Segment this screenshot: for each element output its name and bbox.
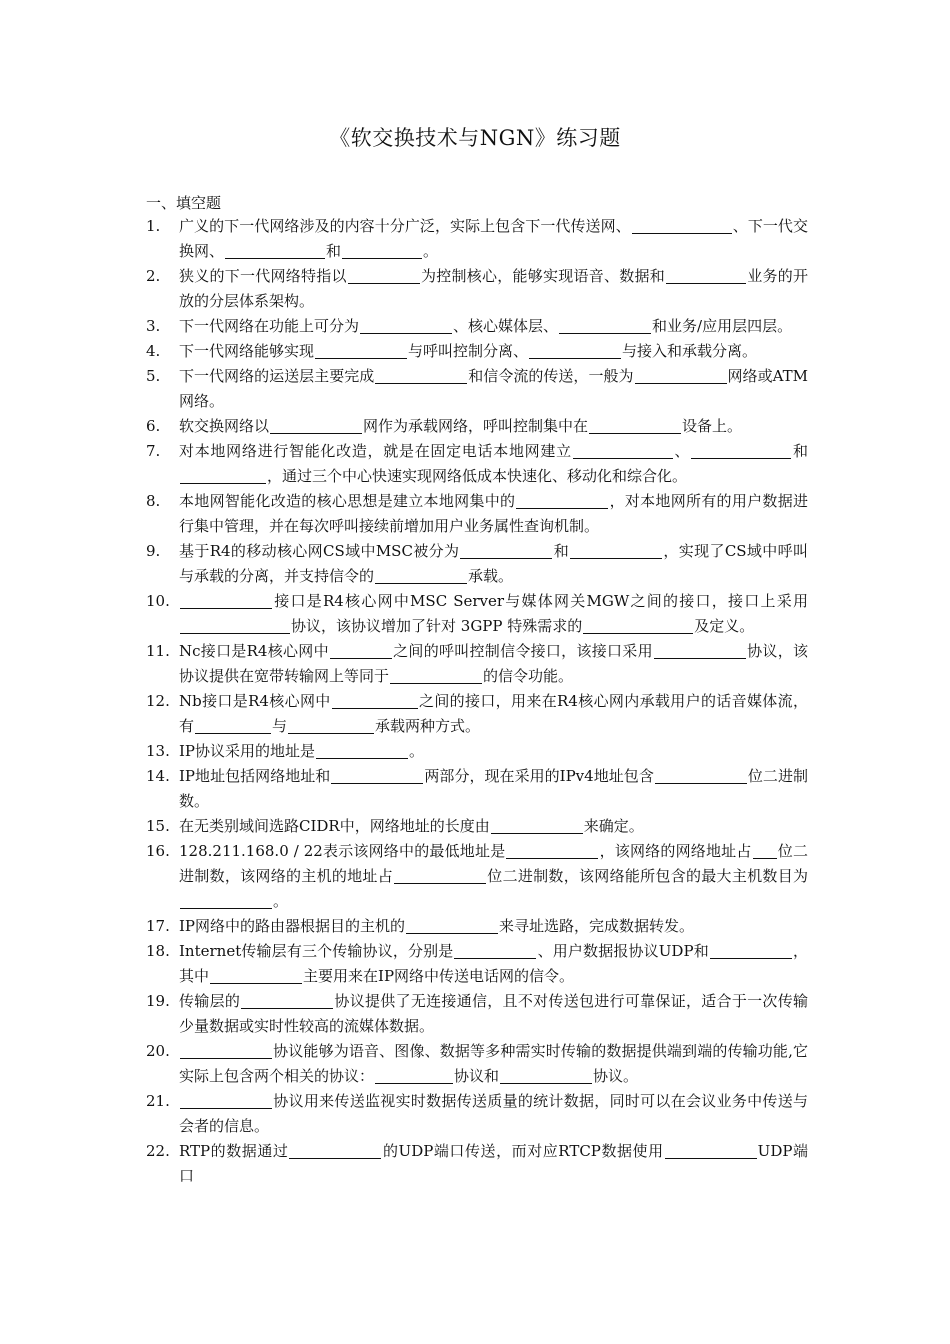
question-number: 2.: [146, 267, 161, 285]
answer-blank[interactable]: [375, 1066, 453, 1084]
question-item: [146, 914, 808, 939]
answer-blank[interactable]: [666, 266, 746, 284]
answer-blank[interactable]: [635, 366, 727, 384]
question-text: 位二进制数。: [179, 767, 808, 810]
question-text: 的信令功能。: [483, 667, 574, 685]
question-number: 18.: [146, 942, 170, 960]
question-text: ，对本地网所有的用户数据进行集中管理，并在每次呼叫接续前增加用户业务属性查询机制。: [179, 492, 808, 535]
question-number: 7.: [146, 442, 161, 460]
question-text: 位二进制数，该网络能所包含的最大主机数目为: [487, 867, 808, 885]
question-text: 承载两种方式。: [375, 717, 481, 735]
question-number: 14.: [146, 767, 170, 785]
question-item: [146, 539, 808, 589]
question-number: 3.: [146, 317, 161, 335]
answer-blank[interactable]: [394, 866, 486, 884]
question-number: 19.: [146, 992, 170, 1010]
answer-blank[interactable]: [270, 416, 362, 434]
question-text: 和: [326, 242, 342, 260]
answer-blank[interactable]: [516, 491, 608, 509]
answer-blank[interactable]: [180, 616, 290, 634]
question-text: 位二进制数，该网络的主机的地址占: [179, 842, 808, 885]
answer-blank[interactable]: [289, 1141, 381, 1159]
answer-blank[interactable]: [315, 341, 407, 359]
question-text: 和信令流的传送，一般为: [468, 367, 634, 385]
question-text: Nb接口是R4核心网中: [179, 692, 331, 710]
answer-blank[interactable]: [632, 216, 732, 234]
question-text: Nc接口是R4核心网中: [179, 642, 329, 660]
question-text: 业务的开放的分层体系架构。: [179, 267, 808, 310]
answer-blank[interactable]: [500, 1066, 592, 1084]
question-text: 狭义的下一代网络特指以: [179, 267, 347, 285]
answer-blank[interactable]: [559, 316, 651, 334]
question-text: 两部分，现在采用的IPv4地址包含: [424, 767, 654, 785]
question-text: 及定义。: [694, 617, 755, 635]
answer-blank[interactable]: [570, 541, 662, 559]
question-text: 基于R4的移动核心网CS域中MSC被分为: [179, 542, 460, 560]
answer-blank[interactable]: [710, 941, 792, 959]
answer-blank[interactable]: [654, 641, 746, 659]
question-text: 。: [273, 892, 289, 910]
answer-blank[interactable]: [583, 616, 693, 634]
answer-blank[interactable]: [332, 691, 418, 709]
question-text: 与: [272, 717, 288, 735]
question-text: 在无类别域间选路CIDR中，网络地址的长度由: [179, 817, 490, 835]
question-text: 与呼叫控制分离、: [408, 342, 529, 360]
question-text: 、核心媒体层、: [453, 317, 559, 335]
question-text: 下一代网络能够实现: [179, 342, 315, 360]
question-text: 协议提供了无连接通信，且不对传送包进行可靠保证，适合于一次传输少量数据或实时性较高的流媒体数据。: [179, 992, 808, 1035]
question-number: 6.: [146, 417, 161, 435]
question-number: 9.: [146, 542, 161, 560]
answer-blank[interactable]: [180, 1091, 272, 1109]
answer-blank[interactable]: [655, 766, 747, 784]
question-number: 1.: [146, 217, 161, 235]
question-number: 20.: [146, 1042, 170, 1060]
answer-blank[interactable]: [375, 366, 467, 384]
question-text: 网络或ATM网络。: [179, 367, 808, 410]
question-text: RTP的数据通过: [179, 1142, 289, 1160]
question-text: 下一代网络的运送层主要完成: [179, 367, 375, 385]
section-heading: 一、填空题: [146, 194, 222, 212]
question-text: 下一代网络在功能上可分为: [179, 317, 360, 335]
question-number: 12.: [146, 692, 170, 710]
question-item: [146, 739, 808, 764]
answer-blank[interactable]: [210, 966, 302, 984]
question-text: 软交换网络以: [179, 417, 270, 435]
question-number: 5.: [146, 367, 161, 385]
answer-blank[interactable]: [460, 541, 552, 559]
answer-blank[interactable]: [529, 341, 621, 359]
question-number: 8.: [146, 492, 161, 510]
question-text: Internet传输层有三个传输协议，分别是: [179, 942, 454, 960]
answer-blank[interactable]: [180, 591, 272, 609]
question-text: 。: [423, 242, 439, 260]
question-text: 、用户数据报协议UDP和: [537, 942, 709, 960]
answer-blank[interactable]: [316, 741, 408, 759]
question-text: IP网络中的路由器根据目的主机的: [179, 917, 406, 935]
question-item: [146, 339, 808, 364]
question-text: 协议，该协议提供在宽带转输网上等同于: [179, 642, 808, 685]
answer-blank[interactable]: [342, 241, 422, 259]
question-item: [146, 439, 808, 489]
question-item: [146, 1139, 808, 1189]
question-text: 本地网智能化改造的核心思想是建立本地网集中的: [179, 492, 516, 510]
question-item: [146, 264, 808, 314]
question-text: 之间的接口，用来在R4核心网内承载用户的话音媒体流，有: [179, 692, 808, 735]
question-text: 协议，该协议增加了针对 3GPP 特殊需求的: [291, 617, 583, 635]
answer-blank[interactable]: [180, 466, 266, 484]
answer-blank[interactable]: [288, 716, 374, 734]
question-text: 与接入和承载分离。: [622, 342, 758, 360]
question-text: ，实现了CS域中呼叫与承载的分离，并支持信令的: [179, 542, 808, 585]
question-text: 主要用来在IP网络中传送电话网的信令。: [303, 967, 575, 985]
question-number: 16.: [146, 842, 170, 860]
answer-blank[interactable]: [195, 716, 271, 734]
question-text: 接口是R4核心网中MSC Server与媒体网关MGW之间的接口，接口上采用: [273, 592, 808, 610]
question-text: 对本地网络进行智能化改造，就是在固定电话本地网建立: [179, 442, 572, 460]
question-item: [146, 1089, 808, 1139]
question-item: [146, 939, 808, 989]
answer-blank[interactable]: [241, 991, 333, 1009]
question-number: 21.: [146, 1092, 170, 1110]
question-item: [146, 839, 808, 914]
question-item: [146, 989, 808, 1039]
question-text: 来确定。: [583, 817, 644, 835]
answer-blank[interactable]: [331, 766, 423, 784]
question-item: [146, 639, 808, 689]
answer-blank[interactable]: [691, 441, 791, 459]
question-text: 承载。: [468, 567, 514, 585]
question-number: 17.: [146, 917, 170, 935]
question-text: UDP端口: [179, 1142, 808, 1185]
question-text: 协议和: [454, 1067, 500, 1085]
answer-blank[interactable]: [180, 1041, 272, 1059]
answer-blank[interactable]: [406, 916, 498, 934]
question-item: [146, 489, 808, 539]
question-text: 网作为承载网络，呼叫控制集中在: [363, 417, 589, 435]
question-text: 协议用来传送监视实时数据传送质量的统计数据，同时可以在会议业务中传送与会者的信息。: [179, 1092, 808, 1135]
question-text: 128.211.168.0 / 22表示该网络中的最低地址是: [179, 842, 506, 860]
question-number: 15.: [146, 817, 170, 835]
question-item: [146, 214, 808, 264]
question-text: 。: [409, 742, 425, 760]
answer-blank[interactable]: [348, 266, 420, 284]
question-item: [146, 814, 808, 839]
question-item: [146, 589, 808, 639]
question-text: ，该网络的网络地址占: [599, 842, 752, 860]
question-text: 之间的呼叫控制信令接口，该接口采用: [392, 642, 653, 660]
question-number: 13.: [146, 742, 170, 760]
question-text: ，其中: [179, 942, 808, 985]
answer-blank[interactable]: [454, 941, 536, 959]
answer-blank[interactable]: [180, 891, 272, 909]
question-item: [146, 689, 808, 739]
answer-blank[interactable]: [360, 316, 452, 334]
question-text: IP协议采用的地址是: [179, 742, 316, 760]
answer-blank[interactable]: [225, 241, 325, 259]
answer-blank[interactable]: [573, 441, 673, 459]
question-item: [146, 414, 808, 439]
question-text: 、: [673, 442, 691, 460]
answer-blank[interactable]: [390, 666, 482, 684]
question-text: 和业务/应用层四层。: [652, 317, 793, 335]
question-text: 来寻址选路，完成数据转发。: [499, 917, 695, 935]
answer-blank[interactable]: [491, 816, 583, 834]
answer-blank[interactable]: [589, 416, 681, 434]
question-number: 22.: [146, 1142, 170, 1160]
question-number: 10.: [146, 592, 170, 610]
question-text: ，通过三个中心快速实现网络低成本快速化、移动化和综合化。: [267, 467, 688, 485]
question-list: [146, 214, 808, 1189]
question-text: 广义的下一代网络涉及的内容十分广泛，实际上包含下一代传送网、: [179, 217, 631, 235]
question-text: IP地址包括网络地址和: [179, 767, 331, 785]
page-title: 《软交换技术与NGN》练习题: [329, 126, 621, 150]
question-text: 为控制核心，能够实现语音、数据和: [420, 267, 665, 285]
answer-blank[interactable]: [375, 566, 467, 584]
question-text: 协议能够为语音、图像、数据等多种需实时传输的数据提供端到端的传输功能,它实际上包含两个相关的协议：: [179, 1042, 808, 1085]
question-item: [146, 764, 808, 814]
question-item: [146, 1039, 808, 1089]
question-number: 11.: [146, 642, 170, 660]
answer-blank[interactable]: [506, 841, 598, 859]
answer-blank[interactable]: [330, 641, 392, 659]
question-item: [146, 364, 808, 414]
question-text: 协议。: [593, 1067, 639, 1085]
question-text: 和: [792, 442, 808, 460]
question-text: 设备上。: [682, 417, 743, 435]
answer-blank[interactable]: [753, 841, 777, 859]
question-item: [146, 314, 808, 339]
question-text: 和: [553, 542, 570, 560]
answer-blank[interactable]: [665, 1141, 757, 1159]
question-number: 4.: [146, 342, 161, 360]
question-text: 、下一代交换网、: [179, 217, 808, 260]
question-text: 传输层的: [179, 992, 241, 1010]
question-text: 的UDP端口传送，而对应RTCP数据使用: [382, 1142, 664, 1160]
